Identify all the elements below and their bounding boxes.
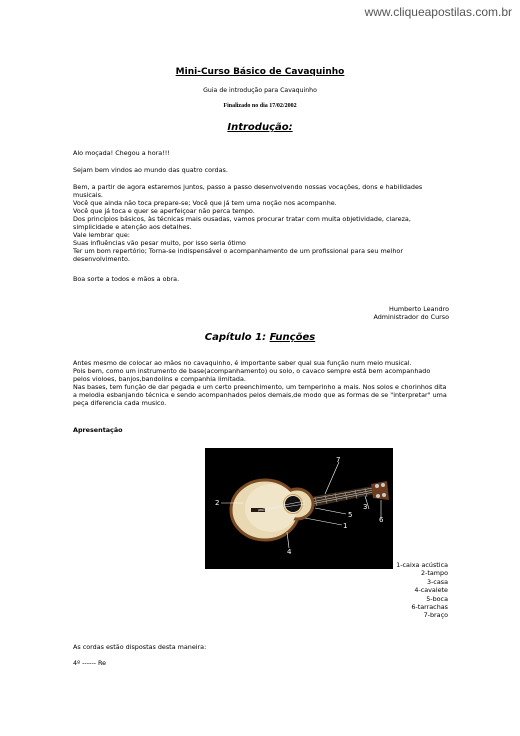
strings-intro: As cordas estão dispostas desta maneira: xyxy=(73,643,207,651)
document-subtitle: Guia de introdução para Cavaquinho xyxy=(203,87,317,94)
signature-role: Administrador do Curso xyxy=(373,313,449,321)
parts-legend xyxy=(370,561,448,620)
legend-item: 3-casa xyxy=(426,577,448,586)
intro-welcome: Sejam bem vindos ao mundo das quatro cordas. xyxy=(73,166,228,174)
legend-item: 7-braço xyxy=(423,611,448,620)
chapter-line: peça diferencia cada musico. xyxy=(73,399,167,407)
intro-line: Vale lembrar que: xyxy=(73,231,130,239)
intro-line: Você que já toca e quer se aperfeiçoar não perca tempo. xyxy=(73,207,255,215)
intro-line: musicais. xyxy=(73,191,103,199)
intro-line: desenvolvimento. xyxy=(73,255,130,263)
legend-item: 6-tarrachas xyxy=(411,603,448,612)
chapter-line: pelos violoes, banjos,bandolins e companhia limitada. xyxy=(73,375,246,383)
chapter-line: Antes mesmo de colocar ao mãos no cavaquinho, é importante saber qual sua função num meio musical. xyxy=(73,359,412,367)
figure-label-4: 4 xyxy=(287,548,292,556)
intro-line: Dos princípios básicos, às técnicas mais ousadas, vamos procurar tratar com muita objetividade, clareza, xyxy=(73,215,411,223)
cavaquinho-photo xyxy=(205,448,393,569)
chapter-heading-main: Funções xyxy=(269,332,316,343)
watermark: www.cliqueapostilas.com.br xyxy=(364,5,512,19)
figure-label-1: 1 xyxy=(343,522,348,530)
finalized-date: Finalizado no dia 17/02/2002 xyxy=(223,103,297,109)
chapter-line: Pois bem, como um instrumento de base(acompanhamento) ou solo, o cavaco sempre está bem acompanhado xyxy=(73,367,431,375)
intro-line: Suas influências vão pesar muito, por isso seria ótimo xyxy=(73,239,246,247)
chapter-line: Nas bases, tem função de dar pegada e um certo preenchimento, um temperinho a mais. Nos solos e chorinhos dita xyxy=(73,383,447,391)
intro-greeting: Alo moçada! Chegou a hora!!! xyxy=(73,149,170,157)
string-line: 4º ------ Re xyxy=(73,659,107,667)
section-heading: Apresentação xyxy=(73,426,123,434)
intro-line: Você que ainda não toca prepare-se; Você que já tem uma noção nos acompanhe. xyxy=(73,199,337,207)
intro-line: simplicidade e atenção aos detalhes. xyxy=(73,223,192,231)
legend-item: 1-caixa acústica xyxy=(396,561,448,569)
legend-item: 2-tampo xyxy=(421,569,448,578)
intro-heading: Introdução: xyxy=(227,122,293,133)
document-title: Mini-Curso Básico de Cavaquinho xyxy=(175,67,345,77)
figure-label-7: 7 xyxy=(336,456,341,464)
intro-line: Ter um bom repertório; Torna-se indispensável o acompanhamento de um profissional para seu melhor xyxy=(73,247,403,255)
legend-item: 4-cavalete xyxy=(414,586,448,595)
figure-label-6: 6 xyxy=(379,516,384,524)
chapter-heading-prefix: Capítulo 1: xyxy=(204,332,270,343)
figure-label-5: 5 xyxy=(348,511,353,519)
figure-label-2: 2 xyxy=(215,499,220,507)
legend-item: 5-boca xyxy=(426,594,448,603)
intro-line: Bem, a partir de agora estaremos juntos, passo a passo desenvolvendo nossas vocações, dons e habilidades xyxy=(73,183,423,191)
figure-label-3: 3 xyxy=(363,503,368,511)
intro-closing: Boa sorte a todos e mãos a obra. xyxy=(73,275,180,283)
chapter-heading xyxy=(0,334,520,342)
signature-name: Humberto Leandro xyxy=(389,305,449,313)
chapter-line: a melodia esbanjando técnica e sendo acompanhados pelos demais,de modo que as formas de se "interpretar" uma xyxy=(73,391,447,399)
